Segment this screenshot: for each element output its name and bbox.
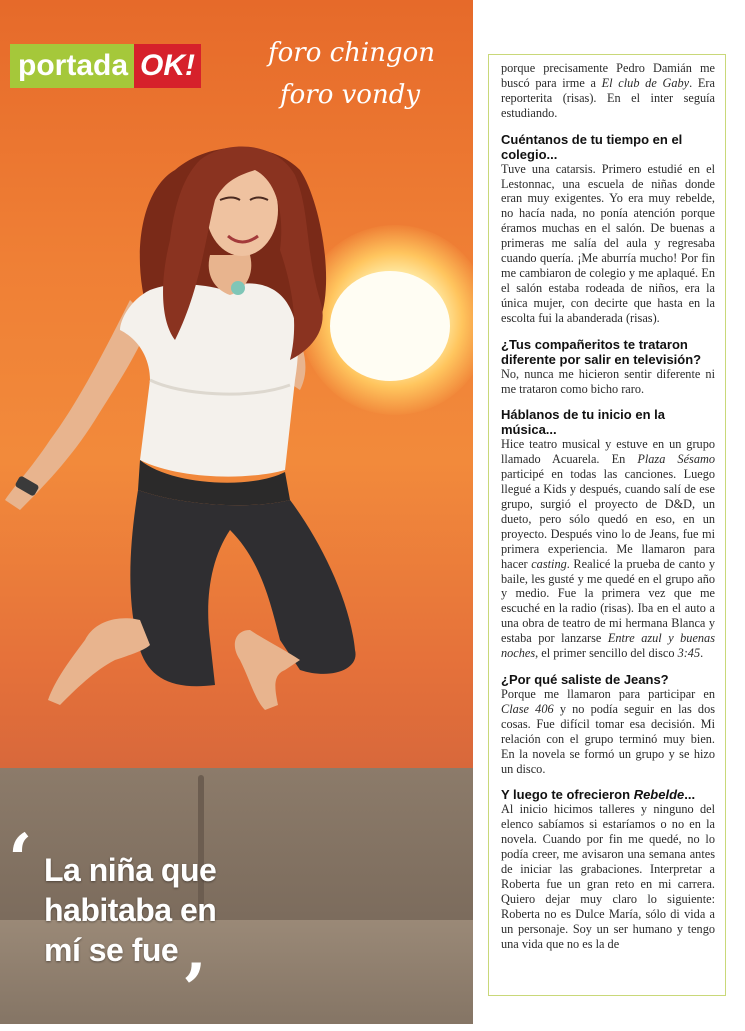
quote-close-mark: ’ xyxy=(182,948,207,1031)
watermark-line-1: foro chingon xyxy=(268,38,436,68)
intro-paragraph: porque precisamente Pedro Damián me buscó para irme a El club de Gaby. Era reporterita (risas). En el inter seguía estudiando. xyxy=(501,61,715,120)
answer-4: Porque me llamaron para participar en Clase 406 y no podía seguir en las dos cosas. Fue difícil tomar esa decisión. Mi relación con el grupo terminó muy bien. En la novela se formó un grupo y se hizo un disco. xyxy=(501,687,716,776)
question-5: Y luego te ofrecieron Rebelde... xyxy=(501,787,696,803)
pull-quote-text: La niña que habitaba en mí se fue xyxy=(44,852,217,968)
jumping-girl-figure xyxy=(0,0,473,780)
answer-5: Al inicio hicimos talleres y ninguno del elenco sabíamos si estaríamos o no en la novela. Cuando por fin me quedé, no lo podía creer, me avisaron una semana antes de iniciar las grabaciones. Interpretar a Roberta fue un gran reto en mi carrera. Quiero dejar muy claro lo siguiente: Roberta no es Dulce María, sólo di vida a un personaje. Soy un ser humano y tengo una vida que no es la de xyxy=(501,802,715,951)
section-tag-portada: portada xyxy=(10,44,134,88)
question-1: Cuéntanos de tu tiempo en el colegio... xyxy=(501,131,683,162)
answer-3: Hice teatro musical y estuve en un grupo llamado Acuarela. En Plaza Sésamo participé en todas las canciones. Luego llegué a Kids y después, cuando salí de ese grupo, surgió el proyecto de D&D, un dueto, pero sólo quedó en eso, en un proyecto. Después vino lo de Jeans, fue mi primera experiencia. Me llamaron para hacer casting. Realicé la prueba de canto y baile, les gusté y me quedé en el grupo año y medio. Fue la primera vez que me escuché en la radio (risas). Iba en el auto a una obra de teatro de mi hermana Blanca y estaba por lanzarse Entre azul y buenas noches, el primer sencillo del disco 3:45. xyxy=(501,437,716,661)
article-column xyxy=(488,54,726,996)
answer-2: No, nunca me hicieron sentir diferente ni me trataron como bicho raro. xyxy=(501,366,715,396)
question-4: ¿Por qué saliste de Jeans? xyxy=(501,672,669,687)
watermark-text xyxy=(268,32,468,116)
watermark-line-2: foro vondy xyxy=(280,80,421,110)
question-3: Háblanos de tu inicio en la música... xyxy=(501,407,665,438)
section-tag xyxy=(10,44,201,88)
section-tag-ok: OK! xyxy=(134,44,201,88)
answer-1: Tuve una catarsis. Primero estudié en el Lestonnac, una escuela de niñas donde eran muy exigentes. Yo era muy rebelde, no hacía nada, no ponía atención porque éramos muchas en el salón. De buenas a primeras me salía del aula y regresaba cuando quería. ¡Me aburría mucho! Por fin me cambiaron de colegio y me aplaqué. En el salón estaba rodeada de niños, era la única mujer, con decirte que hasta en la escolta fui la abanderada (risas). xyxy=(501,161,715,325)
question-2: ¿Tus compañeritos te trataron diferente por salir en televisión? xyxy=(501,336,702,367)
quote-open-mark: ‘ xyxy=(8,818,33,901)
